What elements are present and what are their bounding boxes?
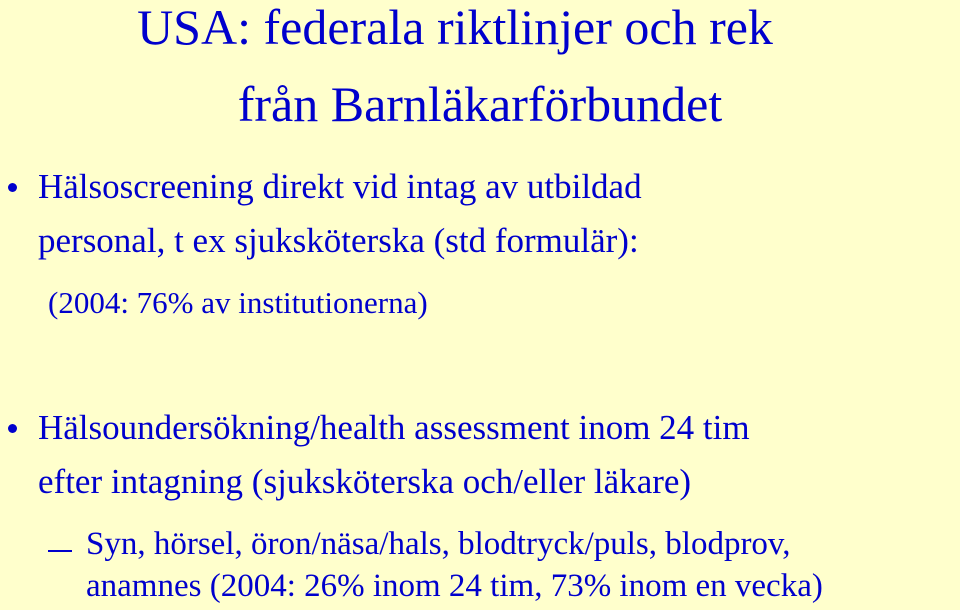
bullet-1-line-2: personal, t ex sjuksköterska (std formulär):: [38, 221, 639, 260]
bullet-dot-icon: [8, 424, 17, 433]
bullet-1-note: (2004: 76% av institutionerna): [48, 285, 428, 320]
slide-title-line-2: från Barnläkarförbundet: [237, 76, 723, 132]
bullet-2-line-1: Hälsoundersökning/health assessment inom 24 tim: [38, 408, 750, 447]
bullet-2-line-2: efter intagning (sjuksköterska och/eller läkare): [38, 462, 692, 501]
sub-bullet-dash-icon: [48, 550, 72, 552]
bullet-dot-icon: [8, 183, 17, 192]
slide-title-line-1: USA: federala riktlinjer och rek: [137, 0, 773, 55]
sub-item-line-2: anamnes (2004: 26% inom 24 tim, 73% inom en vecka): [86, 568, 823, 604]
bullet-1-line-1: Hälsoscreening direkt vid intag av utbildad: [38, 167, 642, 206]
sub-item-line-1: Syn, hörsel, öron/näsa/hals, blodtryck/puls, blodprov,: [86, 526, 791, 562]
